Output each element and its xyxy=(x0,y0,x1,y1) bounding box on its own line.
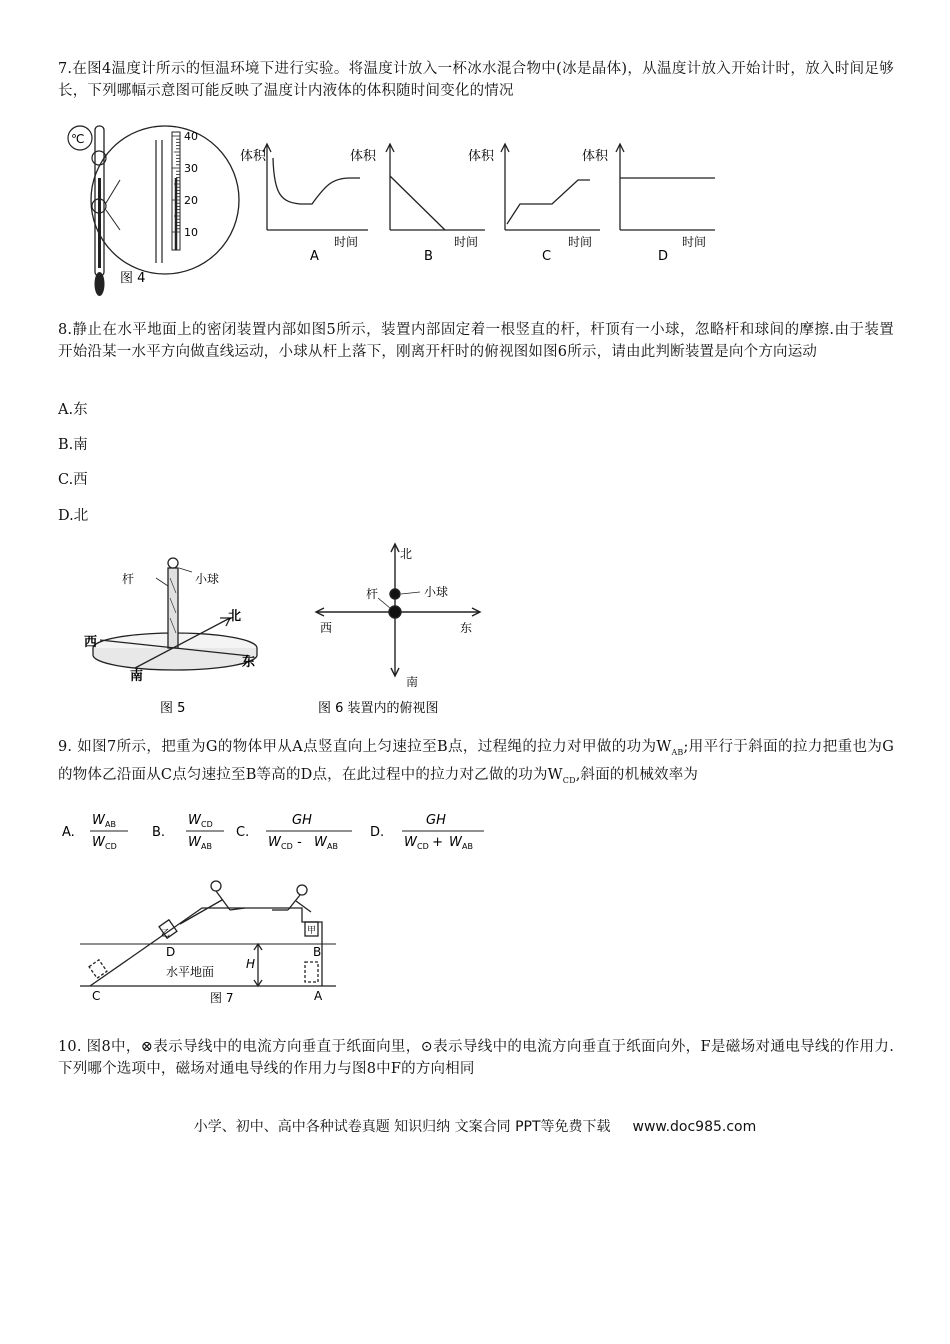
fig6-rod-label: 杆 xyxy=(366,587,379,601)
q9-c-den-sub1: CD xyxy=(281,842,293,851)
fig6-ball-label: 小球 xyxy=(424,585,449,599)
celsius-symbol: ℃ xyxy=(71,132,85,146)
fig6-east-label: 东 xyxy=(460,621,473,635)
fig7-label-a: A xyxy=(314,989,323,1003)
footer-text: 小学、初中、高中各种试卷真题 知识归纳 文案合同 PPT等免费下载 xyxy=(193,1119,611,1135)
graph-a-label: A xyxy=(310,249,319,264)
figure-4-caption: 图 4 xyxy=(120,271,146,286)
q9-a-den-sub: CD xyxy=(105,842,117,851)
question-10-text: 10. 图8中，⊗表示导线中的电流方向垂直于纸面向里，⊙表示导线中的电流方向垂直于纸面向外，F是磁场对通电导线的作用力.下列哪个选项中，磁场对通电导线的作用力与图8中F的方向相同 xyxy=(58,1039,894,1077)
q9-b-den-sub: AB xyxy=(201,842,212,851)
page-footer xyxy=(0,1116,950,1136)
graph-c-label: C xyxy=(542,249,552,264)
fig6-north-label: 北 xyxy=(400,547,413,561)
q9-a-num-sub: AB xyxy=(105,820,116,829)
graph-a-x-label: 时间 xyxy=(334,235,359,249)
q9-options xyxy=(60,808,500,856)
graph-d xyxy=(616,144,715,230)
graph-d-x-label: 时间 xyxy=(682,235,707,249)
figure-4-thermometer-and-graphs xyxy=(60,118,740,300)
graph-b-y-label: 体积 xyxy=(350,149,377,164)
thermometer-icon xyxy=(68,126,106,296)
q9-c-minus: - xyxy=(293,835,306,850)
graph-c-y-label: 体积 xyxy=(468,149,495,164)
q9-d-den-sub2: AB xyxy=(462,842,473,851)
fig5-north-label: 北 xyxy=(228,609,242,624)
graph-b-x-label: 时间 xyxy=(454,235,479,249)
magnified-scale xyxy=(91,126,239,274)
graph-b-label: B xyxy=(424,249,433,264)
q9-d-den-w1: W xyxy=(404,835,417,850)
figure-6-top-view xyxy=(316,544,480,676)
fig5-west-label: 西 xyxy=(84,635,98,650)
fig7-ground-label: 水平地面 xyxy=(166,965,215,979)
fig7-label-c: C xyxy=(92,989,101,1003)
q9-c-den-sub2: AB xyxy=(327,842,338,851)
figure-7-incline xyxy=(60,872,350,1008)
fig7-label-h: H xyxy=(246,957,256,971)
graph-d-label: D xyxy=(658,249,669,264)
scale-label-30: 30 xyxy=(184,162,198,175)
graph-d-y-label: 体积 xyxy=(582,149,609,164)
fig5-south-label: 南 xyxy=(130,669,144,684)
q9-b-num-w: W xyxy=(188,813,201,828)
fig5-rod-label: 杆 xyxy=(122,572,135,586)
question-7-text: 7.在图4温度计所示的恒温环境下进行实验。将温度计放入一杯冰水混合物中(冰是晶体)，从温度计放入开始计时，放入时间足够长，下列哪幅示意图可能反映了温度计内液体的体积随时间变化的情况 xyxy=(58,61,894,99)
q9-d-den-w2: W xyxy=(449,835,462,850)
q9-option-c-label: C. xyxy=(236,825,250,840)
q9-b-den-w: W xyxy=(188,835,201,850)
q9-a-num-w: W xyxy=(92,813,105,828)
fig7-label-d: D xyxy=(166,945,176,959)
q9-c-den-w2: W xyxy=(314,835,327,850)
q8-option-b: B.南 xyxy=(58,437,88,453)
q9-c-num: GH xyxy=(292,813,312,828)
q9-text-part2: ;用平行于斜面的拉力把重也为G的物体乙沿面从C点匀速拉至B等高的D点，在此过程中的拉力对乙做的功为W xyxy=(58,739,894,783)
q9-b-num-sub: CD xyxy=(201,820,213,829)
q9-sub-ab: AB xyxy=(671,747,684,757)
q9-option-d-label: D. xyxy=(370,825,385,840)
question-9-text xyxy=(58,736,894,792)
q9-text-part1: 9. 如图7所示，把重为G的物体甲从A点竖直向上匀速拉至B点，过程绳的拉力对甲做的功为W xyxy=(58,739,672,755)
q9-d-den-sub1: CD xyxy=(417,842,429,851)
fig5-east-label: 东 xyxy=(242,655,256,670)
fig6-south-label: 南 xyxy=(406,675,419,689)
fig7-object-yi: 乙 xyxy=(161,929,171,939)
fig6-west-label: 西 xyxy=(320,621,333,635)
fig5-ball-label: 小球 xyxy=(195,572,220,586)
q9-option-b-label: B. xyxy=(152,825,166,840)
figure-7-caption: 图 7 xyxy=(210,991,234,1005)
q9-option-a-label: A. xyxy=(62,825,75,840)
scale-label-20: 20 xyxy=(184,194,198,207)
fig7-object-jia: 甲 xyxy=(307,926,317,936)
q9-sub-cd: CD xyxy=(562,775,576,785)
q8-option-a: A.东 xyxy=(58,402,88,418)
q8-option-c: C.西 xyxy=(58,472,88,488)
q9-text-part3: ,斜面的机械效率为 xyxy=(575,766,699,783)
footer-url[interactable]: www.doc985.com xyxy=(632,1119,757,1135)
question-8-text: 8.静止在水平地面上的密闭装置内部如图5所示，装置内部固定着一根竖直的杆，杆顶有一小球，忽略杆和球间的摩擦.由于装置开始沿某一水平方向做直线运动，小球从杆上落下，刚离开杆时的俯视图如图6所示，请由此判断装置是向个方向运动 xyxy=(58,322,894,360)
figure-5-caption: 图 5 xyxy=(160,701,186,716)
figure-6-caption: 图 6 装置内的俯视图 xyxy=(318,701,439,716)
q9-d-plus: + xyxy=(428,835,448,850)
q9-a-den-w: W xyxy=(92,835,105,850)
graph-a-y-label: 体积 xyxy=(240,149,267,164)
q9-d-num: GH xyxy=(426,813,446,828)
scale-label-10: 10 xyxy=(184,226,198,239)
fig7-label-b: B xyxy=(313,945,322,959)
graph-c-x-label: 时间 xyxy=(568,235,593,249)
q9-c-den-w1: W xyxy=(268,835,281,850)
scale-label-40: 40 xyxy=(184,130,198,143)
figures-5-and-6 xyxy=(80,538,500,720)
q8-option-d: D.北 xyxy=(58,508,89,524)
